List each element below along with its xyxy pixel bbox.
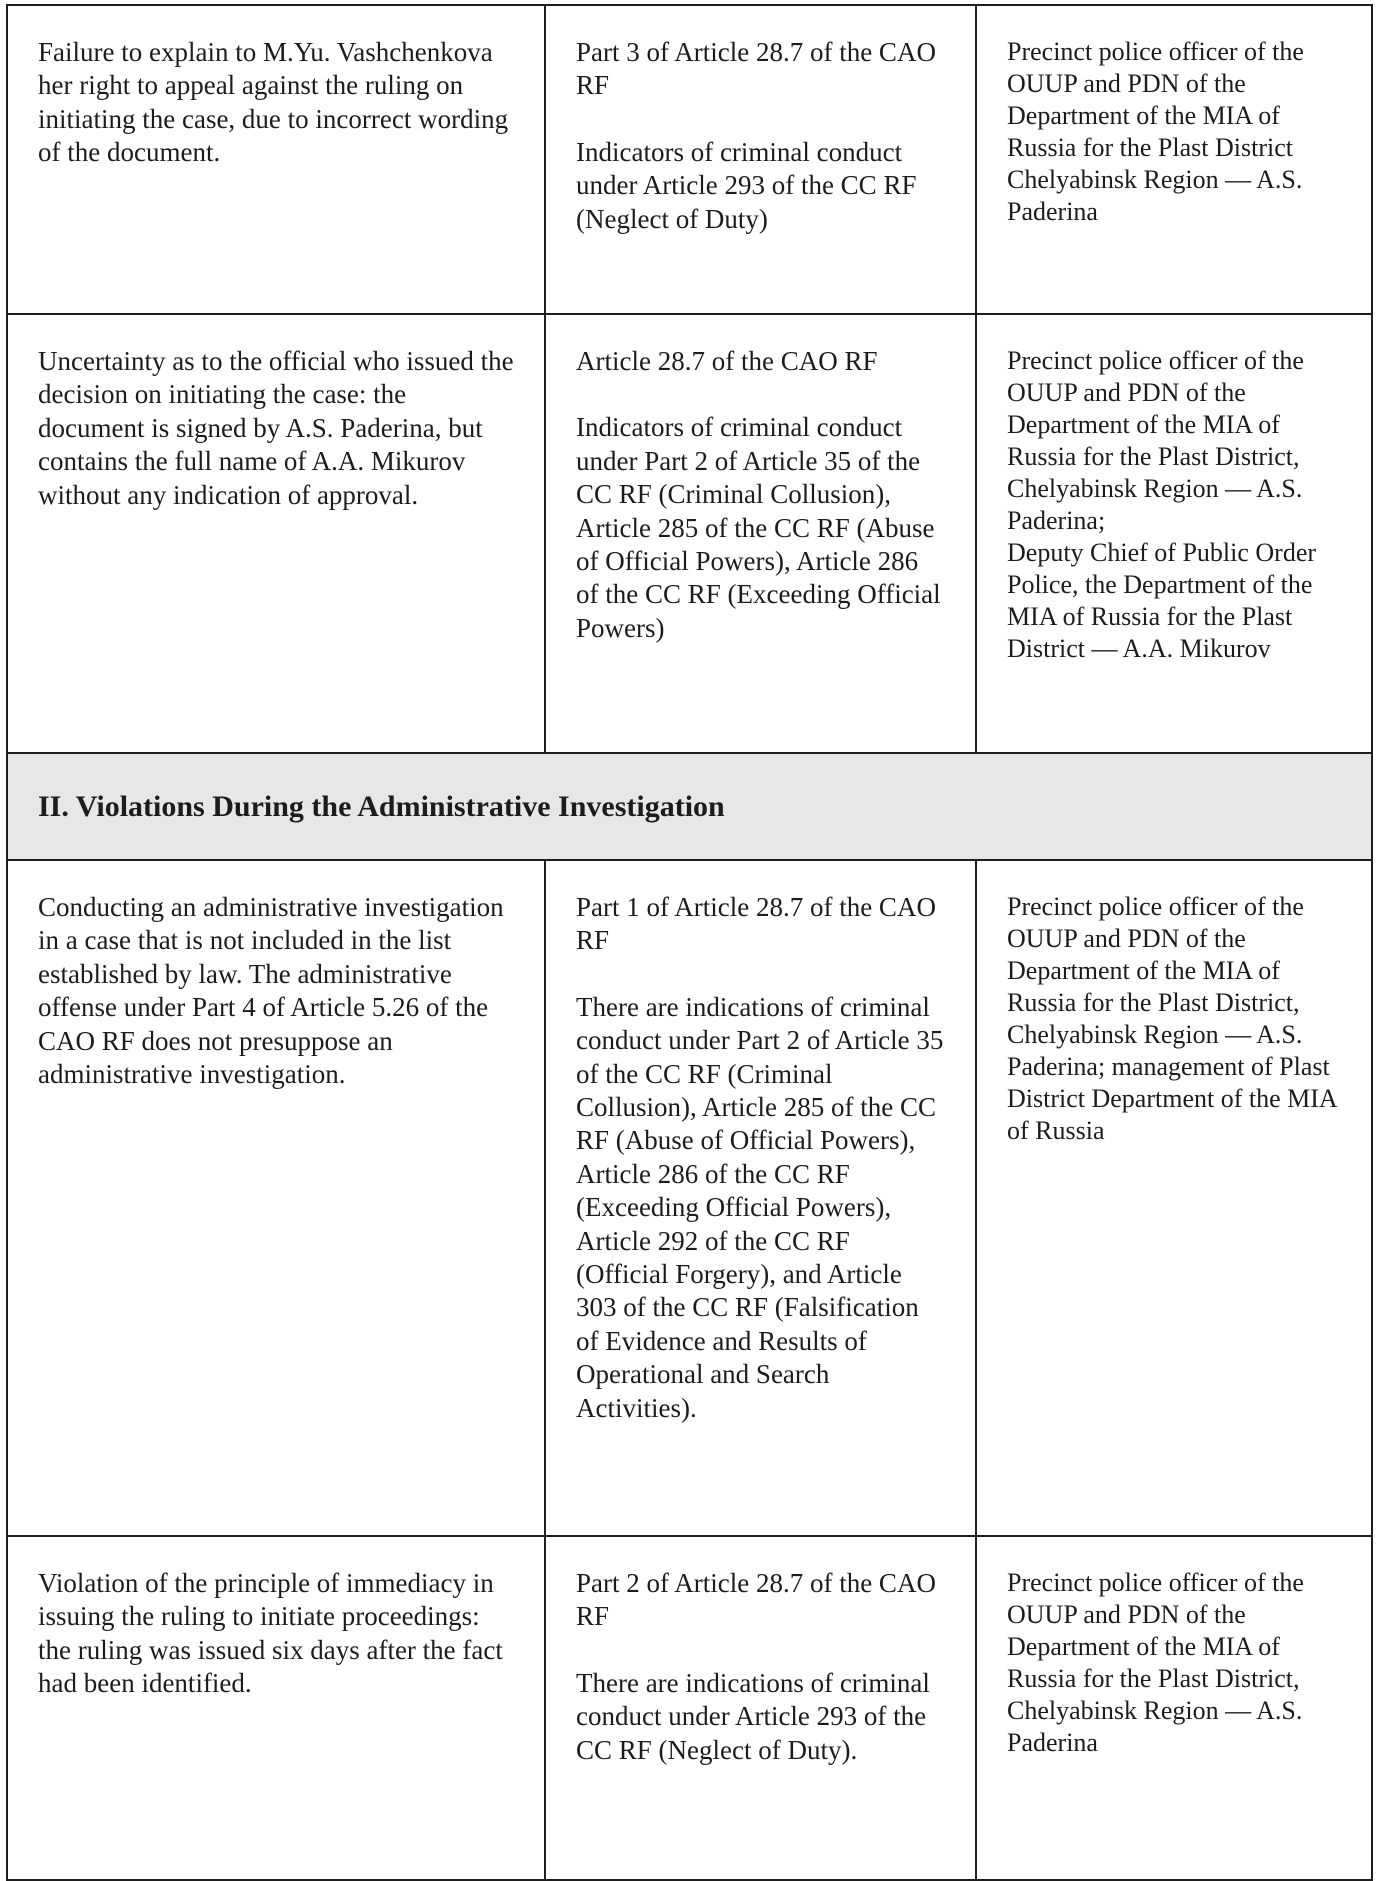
legal-basis-cell bbox=[545, 5, 976, 314]
responsible-official: Precinct police officer of the OUUP and PDN of the Department of the MIA of Russia for the Plast District Chelyabinsk Region — A.S. Paderina bbox=[1007, 37, 1304, 226]
legal-basis-cell bbox=[545, 860, 976, 1536]
paragraph-spacer bbox=[576, 958, 947, 991]
paragraph-spacer bbox=[576, 1634, 947, 1667]
article-reference: Article 28.7 of the CAO RF bbox=[576, 346, 878, 376]
table-row bbox=[7, 1536, 1372, 1880]
violation-cell bbox=[7, 314, 545, 753]
table-row bbox=[7, 5, 1372, 314]
section-header-cell bbox=[7, 753, 1372, 860]
criminal-indicators: There are indications of criminal conduct under Part 2 of Article 35 of the CC RF (Criminal Collusion), Article 285 of the CC RF (Abuse of Official Powers), Article 286 of the CC RF (Exceeding Official Powers), Article 292 of the CC RF (Official Forgery), and Article 303 of the CC RF (Falsification of Evidence and Results of Operational and Search Activities). bbox=[576, 991, 944, 1423]
section-title: II. Violations During the Administrative Investigation bbox=[38, 789, 725, 823]
criminal-indicators: There are indications of criminal conduct under Article 293 of the CC RF (Neglect of Duty). bbox=[576, 1667, 930, 1765]
table-row bbox=[7, 314, 1372, 753]
violation-text: Failure to explain to M.Yu. Vashchenkova her right to appeal against the ruling on initiating the case, due to incorrect wording of the document. bbox=[38, 37, 509, 168]
responsible-official: Precinct police officer of the OUUP and PDN of the Department of the MIA of Russia for the Plast District, Chelyabinsk Region — A.S. Paderina; management of Plast District Department of the MIA of Russia bbox=[1007, 892, 1337, 1145]
violations-table bbox=[6, 4, 1373, 1881]
violation-cell bbox=[7, 1536, 545, 1880]
criminal-indicators: Indicators of criminal conduct under Article 293 of the CC RF (Neglect of Duty) bbox=[576, 136, 917, 234]
violation-cell bbox=[7, 860, 545, 1536]
violation-text: Violation of the principle of immediacy in issuing the ruling to initiate proceedings: the ruling was issued six days after the fact had been identified. bbox=[38, 1568, 503, 1699]
paragraph-spacer bbox=[576, 103, 947, 136]
table-row bbox=[7, 860, 1372, 1536]
responsible-official: Precinct police officer of the OUUP and PDN of the Department of the MIA of Russia for the Plast District, Chelyabinsk Region — A.S. Paderina bbox=[1007, 1568, 1304, 1757]
responsible-official-cell bbox=[976, 860, 1372, 1536]
responsible-official-cell bbox=[976, 1536, 1372, 1880]
article-reference: Part 1 of Article 28.7 of the CAO RF bbox=[576, 892, 936, 956]
criminal-indicators: Indicators of criminal conduct under Part 2 of Article 35 of the CC RF (Criminal Collusion), Article 285 of the CC RF (Abuse of Official Powers), Article 286 of the CC RF (Exceeding Official Powers) bbox=[576, 412, 941, 643]
article-reference: Part 2 of Article 28.7 of the CAO RF bbox=[576, 1568, 936, 1632]
responsible-official: Precinct police officer of the OUUP and PDN of the Department of the MIA of Russia for the Plast District, Chelyabinsk Region — A.S. Paderina; bbox=[1007, 346, 1304, 535]
responsible-official-cell bbox=[976, 314, 1372, 753]
violation-cell bbox=[7, 5, 545, 314]
violation-text: Conducting an administrative investigation in a case that is not included in the list established by law. The administrative offense under Part 4 of Article 5.26 of the CAO RF does not presuppose an administrative investigation. bbox=[38, 892, 504, 1090]
violation-text: Uncertainty as to the official who issued the decision on initiating the case: the document is signed by A.S. Paderina, but contains the full name of A.A. Mikurov without any indication of approval. bbox=[38, 346, 514, 510]
article-reference: Part 3 of Article 28.7 of the CAO RF bbox=[576, 37, 936, 101]
legal-basis-cell bbox=[545, 314, 976, 753]
responsible-official-second: Deputy Chief of Public Order Police, the Department of the MIA of Russia for the Plast District — A.A. Mikurov bbox=[1007, 538, 1317, 663]
responsible-official-cell bbox=[976, 5, 1372, 314]
section-header-row bbox=[7, 753, 1372, 860]
legal-basis-cell bbox=[545, 1536, 976, 1880]
paragraph-spacer bbox=[576, 378, 947, 411]
